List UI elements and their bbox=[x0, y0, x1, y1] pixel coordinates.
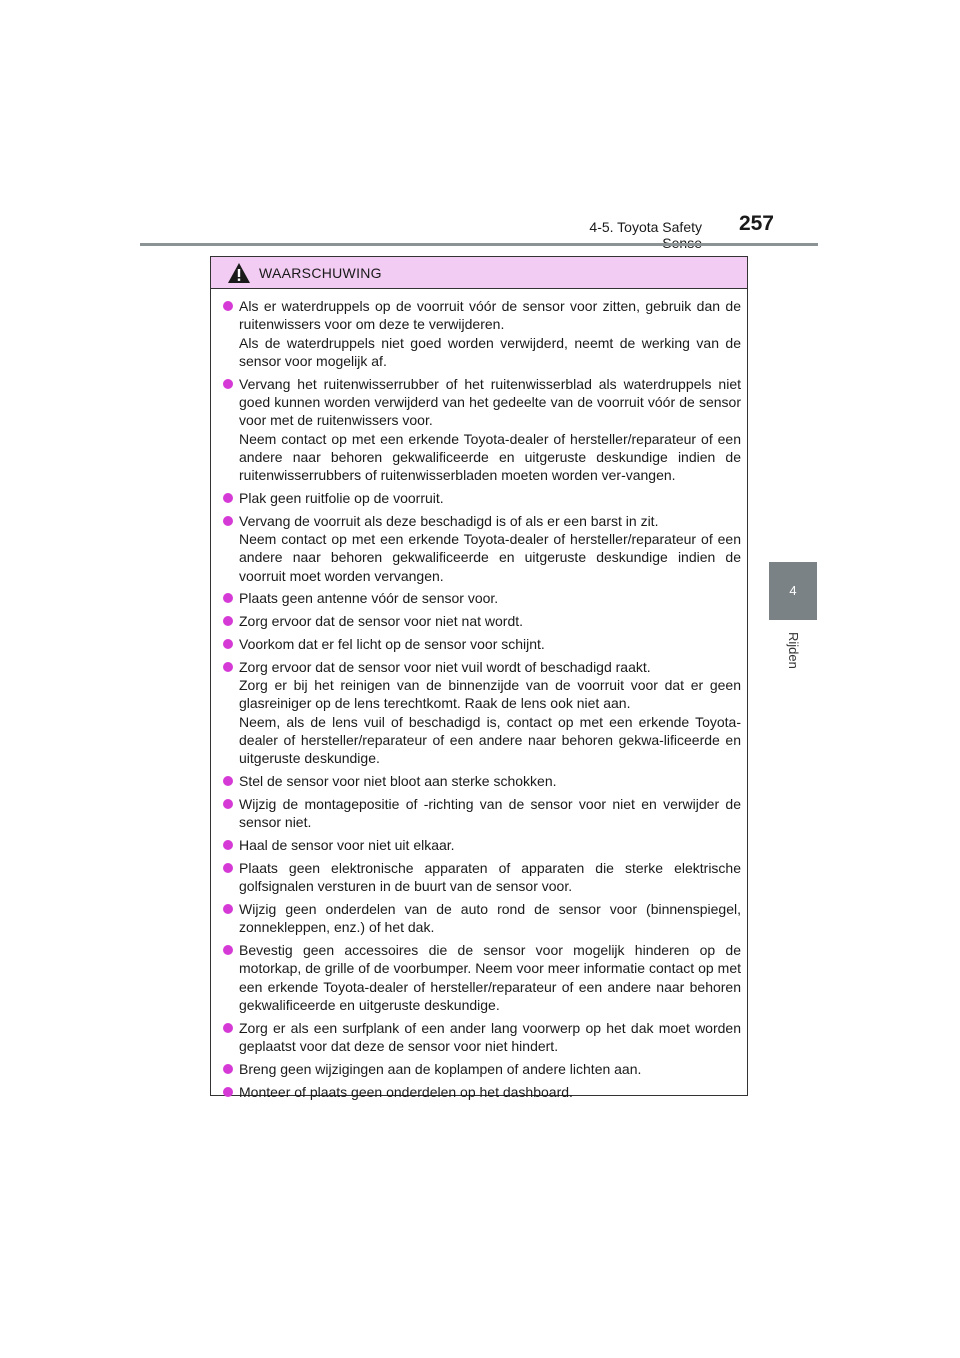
warning-item-text bbox=[239, 589, 741, 607]
warning-paragraph: Zorg er als een surfplank of een ander lang voorwerp op het dak moet worden geplaatst voor dat deze de sensor voor niet hindert. bbox=[239, 1019, 741, 1054]
warning-paragraph: Plak geen ruitfolie op de voorruit. bbox=[239, 489, 444, 506]
warning-item-text bbox=[239, 612, 741, 630]
warning-item-text bbox=[239, 489, 741, 507]
warning-paragraph: Als er waterdruppels op de voorruit vóór de sensor voor zitten, gebruik dan de ruitenwissers voor om deze te verwijderen. bbox=[239, 298, 741, 333]
warning-triangle-icon bbox=[227, 262, 251, 284]
warning-paragraph: Wijzig de montagepositie of -richting van de sensor voor niet en verwijder de sensor niet. bbox=[239, 795, 741, 831]
warning-list bbox=[211, 289, 747, 1101]
warning-list-item bbox=[223, 635, 741, 653]
warning-item-text bbox=[239, 375, 741, 485]
warning-list-item bbox=[223, 612, 741, 630]
bullet-dot-icon bbox=[223, 639, 233, 649]
warning-item-text bbox=[239, 1019, 741, 1056]
warning-list-item bbox=[223, 1019, 741, 1056]
warning-item-text bbox=[239, 836, 741, 854]
warning-item-text bbox=[239, 772, 741, 790]
bullet-dot-icon bbox=[223, 301, 233, 311]
warning-paragraph: Breng geen wijzigingen aan de koplampen of andere lichten aan. bbox=[239, 1060, 642, 1077]
warning-item-text bbox=[239, 1060, 741, 1078]
warning-paragraph: Vervang de voorruit als deze beschadigd is of als er een barst in zit. bbox=[239, 512, 659, 529]
warning-paragraph: Neem, als de lens vuil of beschadigd is, contact op met een erkende Toyota-dealer of hersteller/reparateur of een andere naar behoren gekwa-lificeerde en uitgeruste deskundige. bbox=[239, 713, 741, 767]
bullet-dot-icon bbox=[223, 799, 233, 809]
warning-paragraph: Zorg ervoor dat de sensor voor niet nat wordt. bbox=[239, 613, 524, 630]
header-divider bbox=[140, 243, 818, 246]
warning-paragraph: Haal de sensor voor niet uit elkaar. bbox=[239, 837, 455, 854]
warning-item-text bbox=[239, 859, 741, 896]
warning-item-text bbox=[239, 795, 741, 832]
bullet-dot-icon bbox=[223, 863, 233, 873]
warning-list-item bbox=[223, 489, 741, 507]
warning-paragraph: Monteer of plaats geen onderdelen op het dashboard. bbox=[239, 1083, 573, 1100]
warning-item-text bbox=[239, 297, 741, 370]
warning-paragraph: Plaats geen elektronische apparaten of apparaten die sterke elektrische golfsignalen versturen in de buurt van de sensor voor. bbox=[239, 859, 741, 895]
bullet-dot-icon bbox=[223, 493, 233, 503]
warning-list-item bbox=[223, 297, 741, 370]
warning-paragraph: Bevestig geen accessoires die de sensor voor mogelijk hinderen op de motorkap, de grille of de voorbumper. Neem voor meer informatie contact op met een erkende Toyota-dealer of hersteller/reparateur of een andere naar behoren gekwalificeerde en uitgeruste deskundige. bbox=[239, 942, 741, 1013]
warning-list-item bbox=[223, 900, 741, 937]
warning-paragraph: Voorkom dat er fel licht op de sensor voor schijnt. bbox=[239, 636, 545, 653]
warning-paragraph: Stel de sensor voor niet bloot aan sterke schokken. bbox=[239, 773, 557, 790]
warning-list-item bbox=[223, 941, 741, 1014]
warning-list-item bbox=[223, 1060, 741, 1078]
warning-box bbox=[210, 256, 748, 1100]
warning-item-text bbox=[239, 635, 741, 653]
bullet-dot-icon bbox=[223, 379, 233, 389]
warning-paragraph: Wijzig geen onderdelen van de auto rond de sensor voor (binnenspiegel, zonnekleppen, enz.) of het dak. bbox=[239, 900, 741, 936]
warning-item-text bbox=[239, 1083, 741, 1101]
bullet-dot-icon bbox=[223, 904, 233, 914]
warning-title: WAARSCHUWING bbox=[259, 264, 382, 281]
warning-header bbox=[211, 257, 747, 289]
bullet-dot-icon bbox=[223, 593, 233, 603]
warning-list-item bbox=[223, 589, 741, 607]
warning-item-text bbox=[239, 512, 741, 585]
warning-list-item bbox=[223, 375, 741, 485]
bullet-dot-icon bbox=[223, 516, 233, 526]
bullet-dot-icon bbox=[223, 662, 233, 672]
warning-paragraph: Zorg er bij het reinigen van de binnenzijde van de voorruit voor dat er geen glasreiniger op de lens terechtkomt. Raak de lens ook niet aan. bbox=[239, 677, 741, 712]
warning-paragraph: Neem contact op met een erkende Toyota-dealer of hersteller/reparateur of een andere naar behoren gekwalificeerde en uitgeruste deskundige indien de voorruit moet worden vervangen. bbox=[239, 531, 741, 584]
bullet-dot-icon bbox=[223, 1023, 233, 1033]
warning-list-item bbox=[223, 512, 741, 585]
warning-list-item bbox=[223, 859, 741, 896]
warning-list-item bbox=[223, 1083, 741, 1101]
warning-list-item bbox=[223, 795, 741, 832]
warning-paragraph: Zorg ervoor dat de sensor voor niet vuil wordt of beschadigd raakt. bbox=[239, 658, 651, 675]
warning-item-text bbox=[239, 941, 741, 1014]
warning-list-item bbox=[223, 772, 741, 790]
warning-list-item bbox=[223, 836, 741, 854]
bullet-dot-icon bbox=[223, 1087, 233, 1097]
warning-list-item bbox=[223, 658, 741, 768]
bullet-dot-icon bbox=[223, 945, 233, 955]
chapter-label: Rijden bbox=[786, 632, 801, 669]
warning-paragraph: Als de waterdruppels niet goed worden verwijderd, neemt de werking van de sensor voor mogelijk af. bbox=[239, 334, 741, 369]
bullet-dot-icon bbox=[223, 776, 233, 786]
section-title: 4-5. Toyota Safety bbox=[589, 219, 702, 235]
warning-paragraph: Plaats geen antenne vóór de sensor voor. bbox=[239, 590, 499, 607]
bullet-dot-icon bbox=[223, 1064, 233, 1074]
warning-paragraph: Neem contact op met een erkende Toyota-dealer of hersteller/reparateur of een andere naar behoren gekwalificeerde en uitgeruste deskundige indien de ruitenwisserrubbers of ruitenwisserbladen moeten worden ver-vangen. bbox=[239, 430, 741, 484]
bullet-dot-icon bbox=[223, 840, 233, 850]
bullet-dot-icon bbox=[223, 616, 233, 626]
warning-paragraph: Vervang het ruitenwisserrubber of het ruitenwisserblad als waterdruppels niet goed kunnen worden verwijderd van het gedeelte van de voorruit vóór de sensor voor met de ruitenwissers voor. bbox=[239, 375, 741, 429]
warning-item-text bbox=[239, 658, 741, 768]
chapter-tab[interactable]: 4 bbox=[769, 562, 817, 620]
page-number: 257 bbox=[738, 212, 774, 235]
warning-item-text bbox=[239, 900, 741, 937]
